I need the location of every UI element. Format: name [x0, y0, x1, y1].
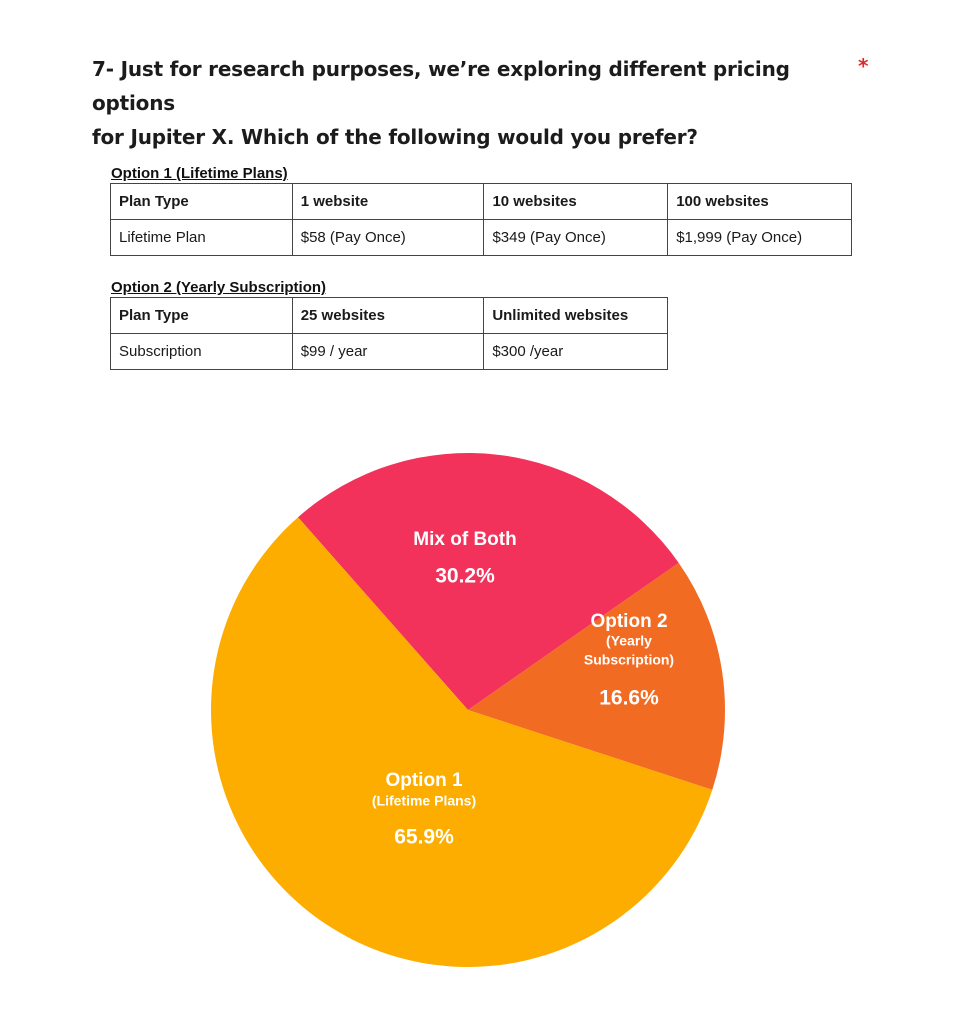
required-asterisk: *	[858, 54, 869, 78]
slice-label: Option 1	[385, 770, 463, 792]
table-cell: $349 (Pay Once)	[484, 220, 668, 256]
slice-value-label: 16.6%	[599, 686, 659, 710]
table-cell: $99 / year	[292, 334, 484, 370]
table-header-cell: 1 website	[292, 184, 484, 220]
slice-sublabel: (Yearly	[606, 632, 652, 649]
slice-sublabel: (Lifetime Plans)	[371, 792, 477, 809]
option1-caption: Option 1 (Lifetime Plans)	[111, 165, 288, 182]
table-cell: Subscription	[111, 334, 293, 370]
table-cell: Lifetime Plan	[111, 220, 293, 256]
question-line-2: for Jupiter X. Which of the following would you prefer?	[92, 125, 698, 149]
option2-caption: Option 2 (Yearly Subscription)	[111, 279, 327, 296]
table-header-cell: Unlimited websites	[484, 298, 668, 334]
table-header-cell: Plan Type	[111, 184, 293, 220]
slice-label: Option 2	[590, 611, 668, 633]
table-header-cell: Plan Type	[111, 298, 293, 334]
question-line-1: 7- Just for research purposes, we’re exploring different pricing options	[92, 57, 790, 115]
table-header-cell: 10 websites	[484, 184, 668, 220]
table-header-cell: 100 websites	[668, 184, 852, 220]
slice-label: Mix of Both	[413, 529, 517, 551]
table-header-cell: 25 websites	[292, 298, 484, 334]
slice-value-label: 65.9%	[394, 825, 454, 849]
table-cell: $1,999 (Pay Once)	[668, 220, 852, 256]
table-cell: $58 (Pay Once)	[292, 220, 484, 256]
table-cell: $300 /year	[484, 334, 668, 370]
slice-sublabel: Subscription)	[583, 651, 675, 668]
slice-value-label: 30.2%	[435, 564, 495, 588]
